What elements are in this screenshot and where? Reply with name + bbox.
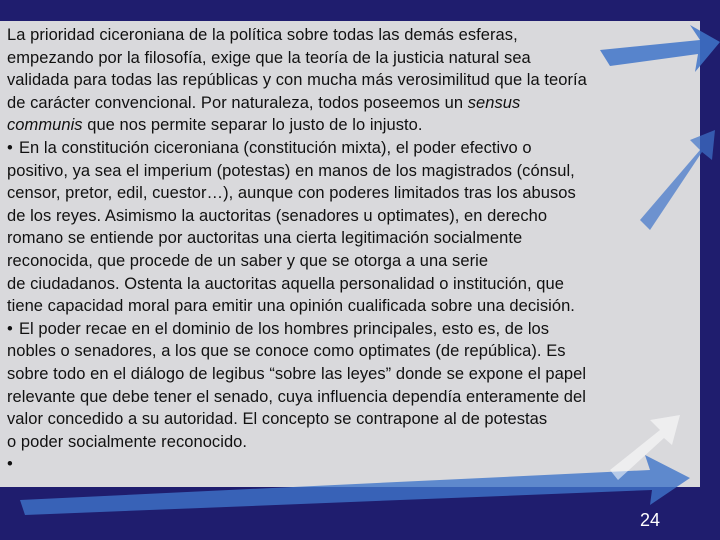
- text-line: reconocida, que procede de un saber y que se otorga a una serie: [7, 251, 489, 270]
- text-line: [7, 114, 707, 137]
- slide-text: [7, 24, 707, 476]
- text-line: de ciudadanos. Ostenta la auctoritas aquella personalidad o institución, que: [7, 274, 564, 293]
- text-line: o poder socialmente reconocido.: [7, 432, 248, 451]
- text-line: validada para todas las repúblicas y con mucha más verosimilitud que la teoría: [7, 71, 587, 90]
- bullet-icon: •: [7, 138, 13, 157]
- text-line: censor, pretor, edil, cuestor…), aunque con poderes limitados tras los abusos: [7, 184, 576, 203]
- text-fragment: En la constitución ciceroniana (constitución mixta), el poder efectivo o: [19, 138, 532, 157]
- text-line: La prioridad ciceroniana de la política sobre todas las demás esferas,: [7, 26, 518, 44]
- bullet-item: [7, 453, 707, 476]
- page-number: 24: [640, 510, 661, 530]
- text-fragment: El poder recae en el dominio de los hombres principales, esto es, de los: [19, 319, 550, 338]
- text-line: sobre todo en el diálogo de legibus “sobre las leyes” donde se expone el papel: [7, 364, 587, 383]
- text-line: tiene capacidad moral para emitir una opinión cualificada sobre una decisión.: [7, 297, 575, 316]
- text-line: nobles o senadores, a los que se conoce como optimates (de república). Es: [7, 342, 566, 361]
- bullet-icon: •: [7, 319, 13, 338]
- text-fragment: de carácter convencional. Por naturaleza, todos poseemos un: [7, 93, 468, 112]
- text-line: romano se entiende por auctoritas una cierta legitimación socialmente: [7, 229, 523, 248]
- text-line: relevante que debe tener el senado, cuya influencia dependía enteramente del: [7, 387, 586, 406]
- italic-term: communis: [7, 116, 83, 135]
- text-line: [7, 92, 707, 115]
- bullet-item: [7, 137, 707, 160]
- bullet-item: [7, 318, 707, 341]
- italic-term: sensus: [467, 93, 521, 112]
- text-line: de los reyes. Asimismo la auctoritas (senadores u optimates), en derecho: [7, 206, 548, 225]
- text-fragment: que nos permite separar lo justo de lo injusto.: [82, 116, 423, 135]
- text-line: positivo, ya sea el imperium (potestas) en manos de los magistrados (cónsul,: [7, 161, 575, 180]
- bullet-icon: •: [7, 455, 13, 474]
- text-line: empezando por la filosofía, exige que la teoría de la justicia natural sea: [7, 48, 531, 67]
- text-line: valor concedido a su autoridad. El concepto se contrapone al de potestas: [7, 410, 548, 429]
